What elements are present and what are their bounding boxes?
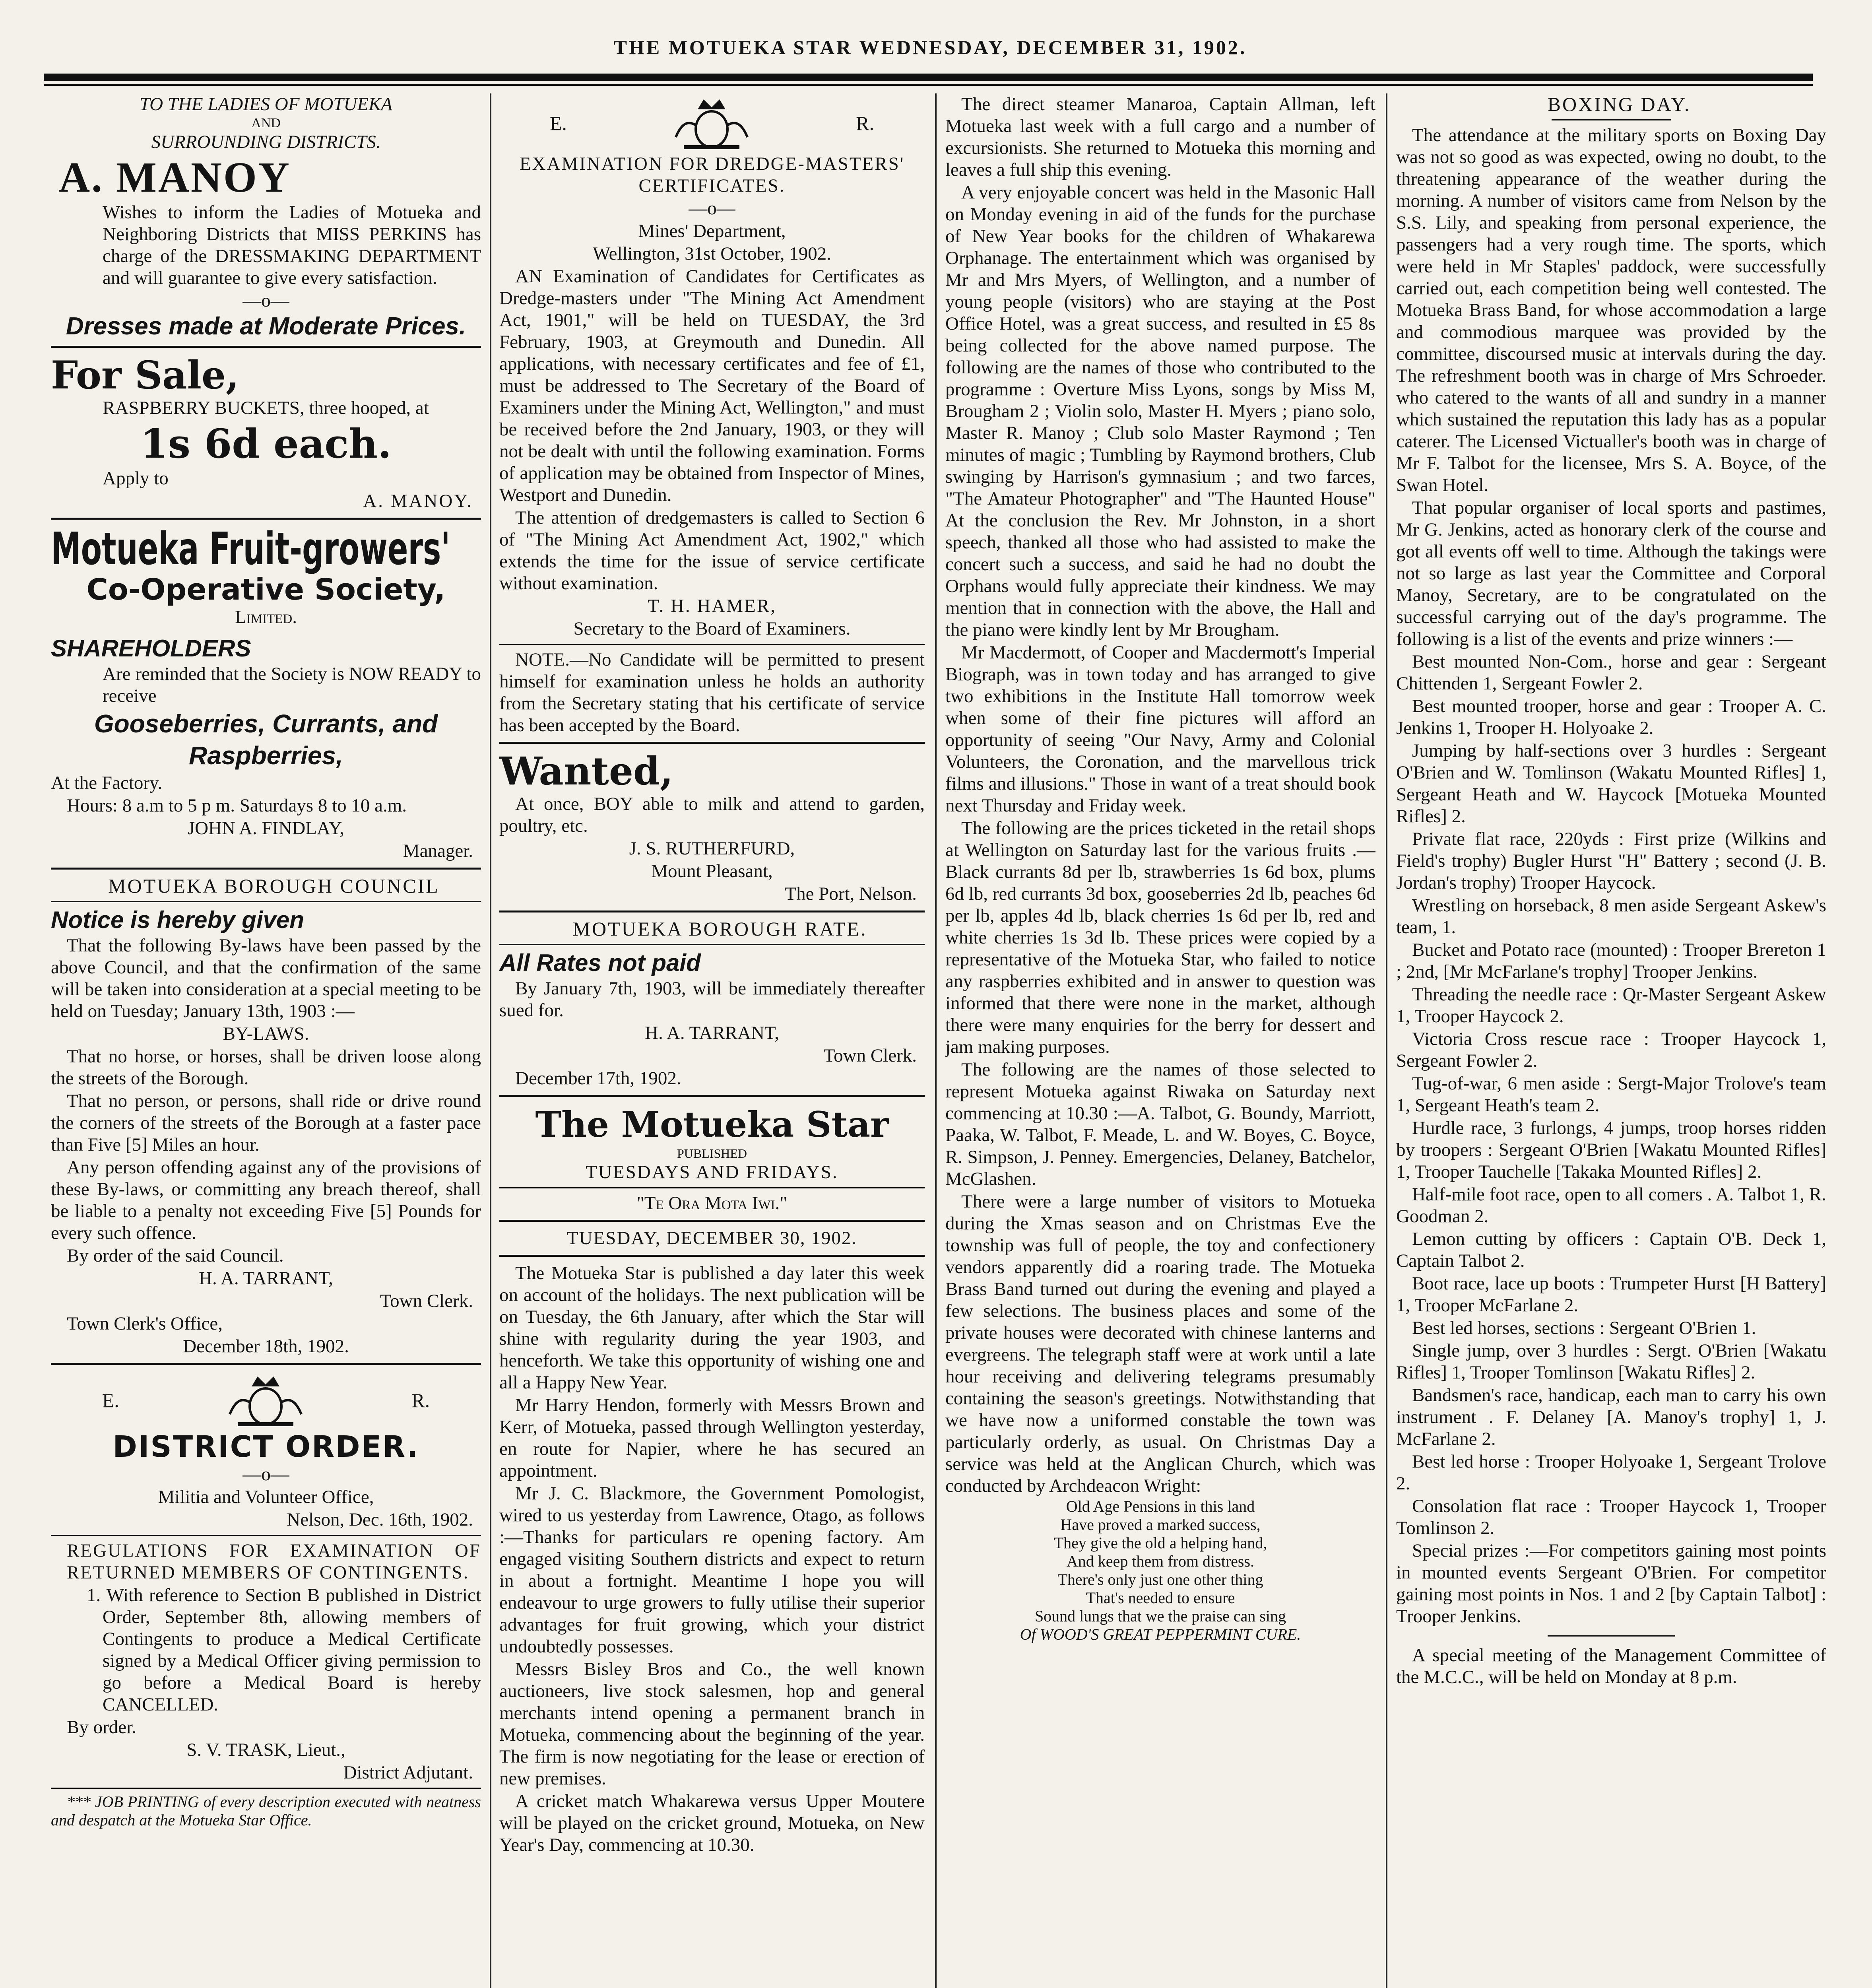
forsale-price: 1s 6d each. xyxy=(140,420,392,467)
news-paragraph: A special meeting of the Management Committee of the M.C.C., will be held on Monday at 8 p.m. xyxy=(1396,1645,1826,1687)
district-signature: S. V. TRASK, Lieut., xyxy=(186,1740,345,1760)
news-paragraph: The attendance at the military sports on Boxing Day was not so good as was expected, owing no doubt, to the threatening appearance of the weather during the morning. A number of visitors came from Nelson by the S.S. Lily, and speaking from personal experience, the passengers had a very rough time. The sports, which were held in Mr Staples' paddock, were successfully carried out, each competition being well contested. The Motueka Brass Band, for whose accommodation a large and commodious marquee was provided by the committee, discoursed music at intervals during the day. The refreshment booth was in charge of Mrs Schroeder. who catered to the wants of all and sundry in a manner which sustained the reputation this lady has as a popular caterer. The Licensed Victualler's booth was in charge of Mr F. Talbot for the licensee, Mrs S. A. Boyce, of the Swan Hotel. xyxy=(1396,125,1826,495)
divider xyxy=(51,346,481,348)
masthead: THE MOTUEKA STAR WEDNESDAY, DECEMBER 31, 1902. xyxy=(613,36,1247,58)
event-result: Private flat race, 220yds : First prize (Wilkins and Field's trophy) Bugler Hurst "H" Battery ; second (J. B. Jordan's trophy) Trooper Haycock. xyxy=(1396,829,1826,893)
forsale-advert xyxy=(51,353,481,512)
wanted-address-2: The Port, Nelson. xyxy=(785,883,917,904)
column-3 xyxy=(945,93,1375,1988)
event-result: Bandsmen's race, handicap, each man to carry his own instrument . F. Delaney [A. Manoy's trophy] 1, J. McFarlane 2. xyxy=(1396,1385,1826,1449)
event-result: Best mounted trooper, horse and gear : Trooper A. C. Jenkins 1, Trooper H. Holyoake 2. xyxy=(1396,696,1826,738)
verse-line: Of WOOD'S GREAT PEPPERMINT CURE. xyxy=(1020,1625,1301,1643)
council-bylaws: BY-LAWS. xyxy=(223,1023,309,1044)
crest-r: R. xyxy=(411,1389,430,1411)
verse-line: And keep them from distress. xyxy=(1066,1552,1255,1570)
fruitgrowers-shareholders: SHAREHOLDERS xyxy=(51,635,251,662)
fruitgrowers-sub: Co-Operative Society, xyxy=(86,573,446,607)
divider xyxy=(499,1095,925,1097)
district-date: Nelson, Dec. 16th, 1902. xyxy=(287,1509,473,1530)
divider xyxy=(499,944,925,945)
fruitgrowers-reminded: Are reminded that the Society is NOW READY to receive xyxy=(103,664,481,706)
fruitgrowers-hours: Hours: 8 a.m to 5 p m. Saturdays 8 to 10 a.m. xyxy=(67,795,407,816)
exam-role: Secretary to the Board of Examiners. xyxy=(573,618,851,639)
verse-line: That's needed to ensure xyxy=(1086,1589,1235,1607)
royal-crest-icon xyxy=(222,1371,309,1430)
exam-para-2: The attention of dredgemasters is called to Section 6 of "The Mining Act Amendment Act, 1902," which extends the time for the issue of service certificate without examination. xyxy=(499,507,925,594)
divider xyxy=(51,1363,481,1365)
advert-name: A. MANOY xyxy=(59,154,291,201)
verse-line: There's only just one other thing xyxy=(1057,1571,1263,1588)
event-result: Best led horses, sections : Sergeant O'Brien 1. xyxy=(1412,1318,1756,1338)
district-office: Militia and Volunteer Office, xyxy=(158,1487,374,1507)
council-bylaw-2: That no person, or persons, shall ride or drive round the corners of the streets of the Borough at a faster pace than Five [5] Miles an hour. xyxy=(51,1091,481,1155)
motueka-star-nameplate xyxy=(499,1103,925,1856)
event-result: Consolation flat race : Trooper Haycock 1, Trooper Tomlinson 2. xyxy=(1396,1496,1826,1538)
exam-signature: T. H. HAMER, xyxy=(648,596,776,616)
exam-heading: EXAMINATION FOR DREDGE-MASTERS' CERTIFICATES. xyxy=(519,153,905,196)
news-paragraph: The following are the names of those selected to represent Motueka against Riwaka on Saturday next commencing at 10.30 :—A. Talbot, G. Boundy, Marriott, Paaka, W. Talbot, F. Meade, L. and W. Boyes, C. Boyce, R. Simpson, J. Penney. Emergencies, Delaney, Batchelor, McGlashen. xyxy=(945,1059,1375,1189)
council-role: Town Clerk. xyxy=(380,1291,473,1311)
event-result: Lemon cutting by officers : Captain O'B. Deck 1, Captain Talbot 2. xyxy=(1396,1229,1826,1271)
verse-line: Have proved a marked success, xyxy=(1060,1516,1261,1534)
column-divider xyxy=(935,93,937,1988)
news-paragraph: A cricket match Whakarewa versus Upper Moutere will be played on the cricket ground, Motueka, on New Year's Day, commencing at 10.30. xyxy=(499,1791,925,1855)
wanted-heading: Wanted, xyxy=(499,749,673,794)
news-paragraph: Mr J. C. Blackmore, the Government Pomologist, wired to us yesterday from Lawrence, Otago, as follows :—Thanks for particulars re opening factory. Am engaged visiting Southern districts and expect to return in about a fortnight. Meantime I hope you will endeavour to urge growers to fully utilise their superior advantages for fruit growing, which your district undoubtedly possesses. xyxy=(499,1483,925,1657)
council-bylaw-3: Any person offending against any of the provisions of these By-laws, or committing any breach thereof, shall be liable to a penalty not exceeding Five [5] Pounds for every such offence. xyxy=(51,1157,481,1243)
news-paragraph: Messrs Bisley Bros and Co., the well known auctioneers, live stock salesmen, hop and general merchants intend opening a permanent branch in Motueka, commencing about the beginning of the year. The firm is now negotiating for the lease or erection of new premises. xyxy=(499,1659,925,1789)
column-4 xyxy=(1396,93,1826,1988)
exam-notice xyxy=(499,93,925,736)
divider xyxy=(51,868,481,870)
crest-e: E. xyxy=(102,1389,119,1411)
news-paragraph: The direct steamer Manaroa, Captain Allman, left Motueka last week with a full cargo and a number of excursionists. She returned to Motueka this morning and leaves a full ship this evening. xyxy=(945,94,1375,180)
event-result: Best mounted Non-Com., horse and gear : Sergeant Chittenden 1, Sergeant Fowler 2. xyxy=(1396,651,1826,694)
wanted-address-1: Mount Pleasant, xyxy=(651,861,773,881)
event-result: Wrestling on horseback, 8 men aside Sergeant Askew's team, 1. xyxy=(1396,895,1826,938)
exam-note: NOTE.—No Candidate will be permitted to present himself for examination unless he holds an authority from the Secretary stating that his certificate of service has been accepted by the Board. xyxy=(499,649,925,736)
council-heading: MOTUEKA BOROUGH COUNCIL xyxy=(108,875,440,897)
event-result: Boot race, lace up boots : Trumpeter Hurst [H Battery] 1, Trooper McFarlane 2. xyxy=(1396,1273,1826,1316)
crest-e: E. xyxy=(549,112,567,134)
fruitgrowers-fruits: Gooseberries, Currants, and Raspberries, xyxy=(94,709,438,770)
district-heading: DISTRICT ORDER. xyxy=(113,1430,419,1464)
divider xyxy=(51,518,481,520)
royal-crest xyxy=(499,93,925,153)
event-result: Best led horse : Trooper Holyoake 1, Sergeant Trolove 2. xyxy=(1396,1451,1826,1494)
peppermint-cure-verse xyxy=(945,1498,1375,1643)
separator: —o— xyxy=(242,290,289,311)
event-result: Victoria Cross rescue race : Trooper Haycock 1, Sergeant Fowler 2. xyxy=(1396,1029,1826,1071)
news-paragraph: Mr Harry Hendon, formerly with Messrs Brown and Kerr, of Motueka, passed through Wellington yesterday, en route for Napier, where he has secured an appointment. xyxy=(499,1395,925,1481)
district-regulations: REGULATIONS FOR EXAMINATION OF RETURNED MEMBERS OF CONTINGENTS. xyxy=(67,1540,481,1583)
forsale-line: RASPBERRY BUCKETS, three hooped, at xyxy=(103,398,429,418)
divider xyxy=(499,911,925,912)
divider xyxy=(1548,1635,1675,1637)
council-bylaw-1: That no horse, or horses, shall be driven loose along the streets of the Borough. xyxy=(51,1046,481,1089)
event-result: Threading the needle race : Qr-Master Sergeant Askew 1, Trooper Haycock 2. xyxy=(1396,984,1826,1027)
district-order xyxy=(51,1371,481,1829)
royal-crest-icon xyxy=(668,93,755,153)
divider xyxy=(499,742,925,744)
rate-date: December 17th, 1902. xyxy=(515,1068,681,1089)
column-divider xyxy=(490,93,491,1988)
advert-dresses: Dresses made at Moderate Prices. xyxy=(66,313,466,340)
fruitgrowers-limited: Limited. xyxy=(235,607,297,627)
rate-body: By January 7th, 1903, will be immediately thereafter sued for. xyxy=(499,978,925,1021)
masthead-rule-thin xyxy=(44,84,1813,86)
council-order: By order of the said Council. xyxy=(67,1245,284,1266)
fruitgrowers-role: Manager. xyxy=(403,841,473,861)
district-item-1: 1. With reference to Section B published in District Order, September 8th, allowing members of Contingents to produce a Medical Certificate signed by a Medical Officer giving permission to go before a Medical Board is hereby CANCELLED. xyxy=(87,1585,481,1715)
separator: —o— xyxy=(242,1464,289,1485)
council-intro: That the following By-laws have been passed by the above Council, and that the confirmation of the same will be taken into consideration at a special meeting to be held on Tuesday; January 13th, 1903 :— xyxy=(51,935,481,1021)
district-role: District Adjutant. xyxy=(343,1762,473,1783)
council-notice-heading: Notice is hereby given xyxy=(51,907,304,933)
rate-signature: H. A. TARRANT, xyxy=(645,1023,779,1043)
news-paragraph: A very enjoyable concert was held in the Masonic Hall on Monday evening in aid of the funds for the purchase of New Year books for the children of Whakarewa Orphanage. The entertainment which was organised by Mr and Mrs Myers, of Wellington, and a number of young people (visitors) who are staying at the Post Office Hotel, was a great success, and resulted in £5 8s being collected for the above named purpose. The following are the names of those who contributed to the programme : Overture Miss Lyons, songs by Miss M, Brougham 2 ; Violin solo, Master H. Myers ; piano solo, Master R. Manoy ; Club solo Master Raymond ; Ten minutes of magic ; Tumbling by Raymond brothers, Club swinging by Harrison's gymnasium ; and two farces, "The Amateur Photographer" and "The Haunted House" At the conclusion the Rev. Mr Johnston, in a short speech, thanked all those who had assisted to make the concert such a success, and said he had no doubt the Orphans would fully appreciate their kindness. We may mention that in connection with the above, the Hall and the piano were kindly lent by Mr Brougham. xyxy=(945,182,1375,640)
divider xyxy=(51,901,481,902)
council-date: December 18th, 1902. xyxy=(183,1336,349,1357)
divider xyxy=(499,1255,925,1257)
advert-and: AND xyxy=(251,116,281,130)
event-result: Half-mile foot race, open to all comers . A. Talbot 1, R. Goodman 2. xyxy=(1396,1184,1826,1227)
event-result: Special prizes :—For competitors gaining most points in mounted events Sergeant O'Brien. For competitor gaining most points in Nos. 1 and 2 [by Captain Talbot] : Trooper Jenkins. xyxy=(1396,1540,1826,1627)
wanted-signature: J. S. RUTHERFURD, xyxy=(629,838,795,859)
manoy-advert xyxy=(51,93,481,340)
rate-sub: All Rates not paid xyxy=(499,949,701,976)
forsale-heading: For Sale, xyxy=(51,353,239,398)
verse-line: Sound lungs that we the praise can sing xyxy=(1034,1607,1286,1625)
masthead-rule xyxy=(44,74,1813,81)
district-byorder: By order. xyxy=(67,1717,136,1738)
news-paragraph: There were a large number of visitors to Motueka during the Xmas season and on Christmas Eve the township was full of people, the toy and confectionery vendors apparently did a roaring trade. The Motueka Brass Band turned out during the evening and played a few selections. The business places and some of the private houses were decorated with chinese lanterns and evergreens. The telegraph staff were at work until a late hour receiving and delivering telegrams presumably containing the season's greetings. Notwithstanding that we have now a uniformed constable the town was particularly orderly, as usual. On Christmas Day a service was held at the Anglican Church, which was conducted by Archdeacon Wright: xyxy=(945,1191,1375,1496)
exam-date: Wellington, 31st October, 1902. xyxy=(592,243,832,264)
divider xyxy=(51,1788,481,1789)
event-result: Hurdle race, 3 furlongs, 4 jumps, troop horses ridden by troopers : Sergeant O'Brien [Wakatu Mounted Rifles] 1, Trooper Tauchelle [Takaka Mounted Rifles] 2. xyxy=(1396,1118,1826,1182)
borough-rate-notice xyxy=(499,918,925,1089)
forsale-name: A. MANOY. xyxy=(363,491,473,511)
forsale-apply: Apply to xyxy=(103,468,169,489)
divider xyxy=(499,644,925,645)
council-signature: H. A. TARRANT, xyxy=(199,1268,333,1289)
verse-line: They give the old a helping hand, xyxy=(1053,1534,1267,1552)
exam-para-1: AN Examination of Candidates for Certificates as Dredge-masters under "The Mining Act Amendment Act, 1901," will be held on TUESDAY, the 3rd February, 1903, at Greymouth and Dunedin. All applications, with necessary certificates and fee of £1, must be addressed to The Secretary of the Board of Examiners under the Mining Act, Wellington," and must be received before the 2nd January, 1903, or they will not be dealt with until the following examination. Forms of application may be obtained from Inspector of Mines, Westport and Dunedin. xyxy=(499,266,925,505)
event-result: Single jump, over 3 hurdles : Sergt. O'Brien [Wakatu Rifles] 1, Trooper Tomlinson [Wakatu Rifles] 2. xyxy=(1396,1340,1826,1383)
advert-surrounding: SURROUNDING DISTRICTS. xyxy=(151,132,381,152)
news-paragraph: The following are the prices ticketed in the retail shops at Wellington on Saturday last for the various fruits .— Black currants 8d per lb, strawberries 1s 6d box, plums 6d lb, red currants 3d box, gooseberries 2d lb, peaches 6d per lb, apples 4d lb, black cherries 1s 6d per lb, red and white cherries 1s 3d lb. These prices were copied by a representative of the Motueka Star, who failed to notice any raspberries exhibited and in answer to question was informed that there were none in the market, although there were many enquiries for the berry for dessert and jam making purposes. xyxy=(945,818,1375,1057)
fruitgrowers-advert xyxy=(51,525,481,862)
event-result: Bucket and Potato race (mounted) : Trooper Brereton 1 ; 2nd, [Mr McFarlane's trophy] Trooper Jenkins. xyxy=(1396,940,1826,982)
job-printing-notice: *** JOB PRINTING of every description executed with neatness and despatch at the Motueka Star Office. xyxy=(51,1793,481,1829)
separator: —o— xyxy=(689,198,735,219)
divider xyxy=(499,1187,925,1188)
exam-dept: Mines' Department, xyxy=(638,221,786,241)
council-notice xyxy=(51,875,481,1357)
star-dateline: TUESDAY, DECEMBER 30, 1902. xyxy=(566,1228,857,1248)
star-motto: "Te Ora Mota Iwi." xyxy=(636,1193,788,1213)
fruitgrowers-heading: Motueka Fruit-growers' xyxy=(51,523,450,575)
wanted-advert xyxy=(499,749,925,905)
star-days: TUESDAYS AND FRIDAYS. xyxy=(586,1162,838,1182)
rate-heading: MOTUEKA BOROUGH RATE. xyxy=(572,918,867,940)
column-1 xyxy=(51,93,481,1988)
star-published: PUBLISHED xyxy=(677,1146,747,1161)
news-paragraph: Mr Macdermott, of Cooper and Macdermott's Imperial Biograph, was in town today and has arranged to give two exhibitions in the Institute Hall tomorrow week when some of their fine pictures will afford an opportunity of seeing "Our Navy, Army and Colonial Volunteers, the Coronation, and the marvellous trick films and illusions." Those in want of a treat should book next Thursday and Friday week. xyxy=(945,642,1375,816)
verse-line: Old Age Pensions in this land xyxy=(1066,1497,1255,1515)
fruitgrowers-factory: At the Factory. xyxy=(51,773,163,793)
fruitgrowers-signature: JOHN A. FINDLAY, xyxy=(187,818,345,839)
event-result: Jumping by half-sections over 3 hurdles : Sergeant O'Brien and W. Tomlinson (Wakatu Mounted Rifles] 1, Sergeant Heath and W. Haycock [Motueka Mounted Rifles] 2. xyxy=(1396,740,1826,827)
divider xyxy=(499,1220,925,1222)
news-paragraph: The Motueka Star is published a day later this week on account of the holidays. The next publication will be on Tuesday, the 6th January, after which the Star will shine with regularity during the year 1903, and henceforth. We take this opportunity of wishing one and all a Happy New Year. xyxy=(499,1263,925,1393)
advert-to-ladies: TO THE LADIES OF MOTUEKA xyxy=(139,94,393,115)
column-divider xyxy=(1386,93,1387,1988)
crest-r: R. xyxy=(856,112,875,134)
divider xyxy=(1552,119,1671,120)
boxing-day-heading: BOXING DAY. xyxy=(1547,93,1691,115)
wanted-body: At once, BOY able to milk and attend to garden, poultry, etc. xyxy=(499,794,925,836)
rate-role: Town Clerk. xyxy=(823,1045,917,1066)
column-2 xyxy=(499,93,925,1988)
royal-crest xyxy=(51,1371,481,1430)
star-nameplate: The Motueka Star xyxy=(535,1104,889,1145)
divider xyxy=(51,1535,481,1536)
event-result: Tug-of-war, 6 men aside : Sergt-Major Trolove's team 1, Sergeant Heath's team 2. xyxy=(1396,1073,1826,1116)
news-paragraph: That popular organiser of local sports and pastimes, Mr G. Jenkins, acted as honorary clerk of the course and got all events off well to time. Although the takings were not so large as last year the Committee and Corporal Manoy, Secretary, are to be congratulated on the successful carrying out of the day's programme. The following is a list of the events and prize winners :— xyxy=(1396,497,1826,649)
council-office: Town Clerk's Office, xyxy=(67,1313,223,1334)
advert-body: Wishes to inform the Ladies of Motueka and Neighboring Districts that MISS PERKINS has charge of the DRESSMAKING DEPARTMENT and will guarantee to give every satisfaction. xyxy=(103,202,481,288)
